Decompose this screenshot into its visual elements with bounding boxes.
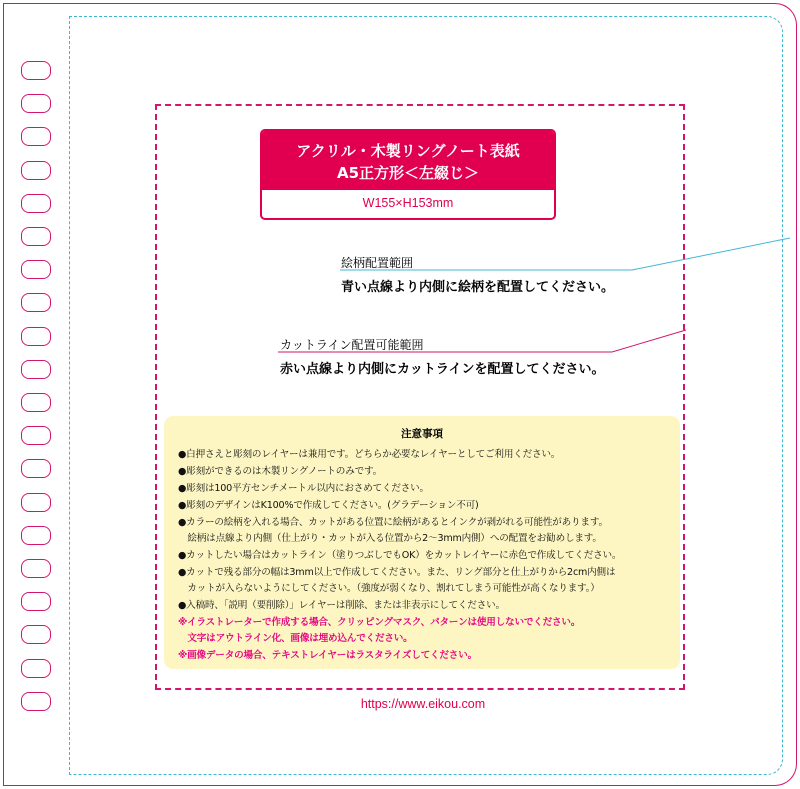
website-url: https://www.eikou.com — [360, 697, 486, 711]
note-line: ●彫刻は100平方センチメートル以内におさめてください。 — [178, 483, 429, 494]
warning-line: ※イラストレーターで作成する場合、クリッピングマスク、パターンは使用しないでください。 — [178, 617, 581, 628]
note-line: ●入稿時、「説明（要削除）」レイヤーは削除、または非表示にしてください。 — [178, 600, 505, 611]
note-line: ●彫刻ができるのは木製リングノートのみです。 — [178, 466, 382, 477]
product-title: アクリル・木製リングノート表紙 — [296, 142, 520, 160]
notes-box — [164, 416, 680, 669]
note-line: ●白押さえと彫刻のレイヤーは兼用です。どちらか必要なレイヤーとしてご利用ください。 — [178, 449, 561, 460]
note-line: ●カットで残る部分の幅は3mm以上で作成してください。また、リング部分と仕上がりから2cm内側は — [178, 567, 616, 578]
product-dimensions: W155×H153mm — [362, 196, 454, 210]
title-box — [260, 129, 556, 220]
note-line: 絵柄は点線より内側（仕上がり・カットが入る位置から2～3mm内側）への配置をお勧めします。 — [178, 533, 602, 544]
product-format: A5正方形＜左綴じ＞ — [336, 164, 480, 182]
artwork-area-description: 青い点線より内側に絵柄を配置してください。 — [341, 280, 615, 295]
note-line: ●カラーの絵柄を入れる場合、カットがある位置に絵柄があるとインクが剥がれる可能性があります。 — [178, 517, 608, 528]
note-line: ●彫刻のデザインはK100%で作成してください。(グラデーション不可) — [178, 500, 479, 511]
cutline-area-heading: カットライン配置可能範囲 — [280, 338, 424, 352]
note-line: ●カットしたい場合はカットライン（塗りつぶしでもOK）をカットレイヤーに赤色で作成してください。 — [178, 550, 622, 561]
artwork-area-heading: 絵柄配置範囲 — [341, 256, 414, 270]
warning-line: 文字はアウトライン化、画像は埋め込んでください。 — [178, 633, 413, 644]
note-line: カットが入らないようにしてください。（強度が弱くなり、割れてしまう可能性が高くなります。） — [178, 583, 600, 594]
cutline-area-description: 赤い点線より内側にカットラインを配置してください。 — [280, 362, 605, 377]
warning-line: ※画像データの場合、テキストレイヤーはラスタライズしてください。 — [178, 650, 477, 661]
notes-title: 注意事項 — [401, 428, 443, 440]
title-band — [262, 131, 554, 190]
